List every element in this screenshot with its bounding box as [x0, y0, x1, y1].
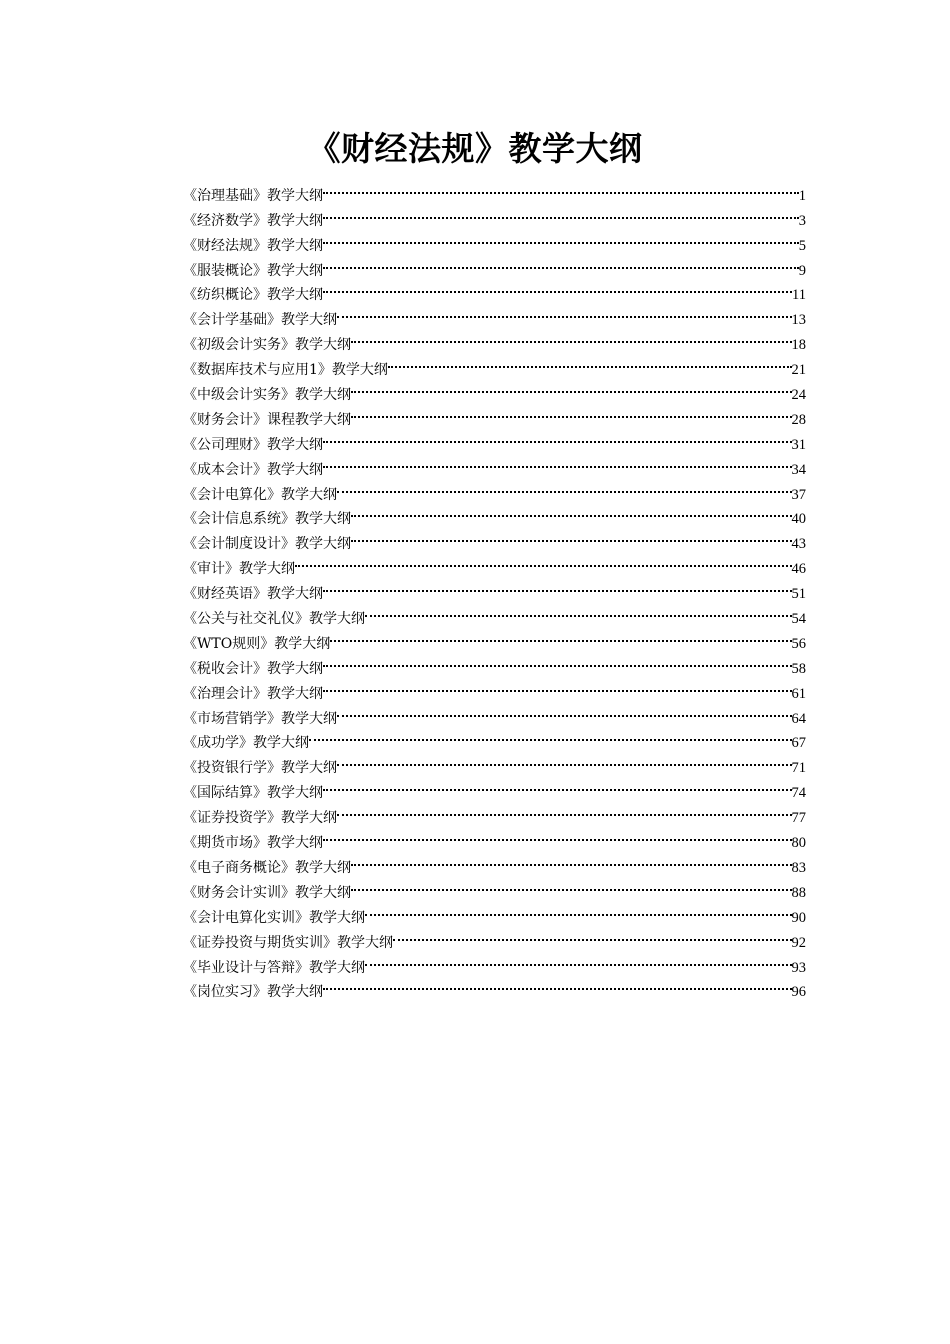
toc-entry-page-number: 40 — [791, 511, 806, 528]
toc-entry-page-number: 93 — [791, 959, 806, 976]
toc-entry-label: 《治理会计》教学大纲 — [183, 685, 323, 702]
toc-entry-page-number: 24 — [791, 387, 806, 404]
toc-dot-leader — [295, 548, 792, 573]
toc-entry-page-number: 43 — [791, 536, 806, 553]
toc-entry-page-number: 88 — [791, 884, 806, 901]
toc-dot-leader — [351, 847, 792, 872]
toc-dot-leader — [323, 250, 799, 275]
toc-entry-label: 《国际结算》教学大纲 — [183, 785, 323, 802]
toc-entry-page-number: 71 — [791, 760, 806, 777]
toc-entry-label: 《初级会计实务》教学大纲 — [183, 337, 351, 354]
toc-dot-leader — [351, 872, 792, 897]
toc-dot-leader — [337, 299, 792, 324]
toc-dot-leader — [323, 200, 799, 225]
toc-dot-leader — [323, 449, 792, 474]
toc-entry-label: 《成功学》教学大纲 — [183, 735, 309, 752]
toc-dot-leader — [388, 349, 792, 374]
toc-dot-leader — [323, 573, 792, 598]
document-title: 《财经法规》教学大纲 — [307, 129, 643, 168]
toc-dot-leader — [337, 797, 792, 822]
toc-entry-label: 《市场营销学》教学大纲 — [183, 710, 337, 727]
toc-entry-page-number: 74 — [791, 785, 806, 802]
toc-dot-leader — [337, 474, 792, 499]
toc-dot-leader — [351, 523, 792, 548]
toc-entry-label: 《投资银行学》教学大纲 — [183, 760, 337, 777]
toc-entry-label: 《会计电算化》教学大纲 — [183, 486, 337, 503]
toc-dot-leader — [351, 499, 792, 524]
toc-entry-label: 《纺织概论》教学大纲 — [183, 287, 323, 304]
toc-dot-leader — [323, 424, 792, 449]
toc-dot-leader — [351, 399, 792, 424]
toc-entry-label: 《治理基础》教学大纲 — [183, 187, 323, 204]
toc-entry-page-number: 64 — [791, 710, 806, 727]
toc-entry-page-number: 46 — [791, 561, 806, 578]
toc-entry-label: 《财经法规》教学大纲 — [183, 237, 323, 254]
toc-dot-leader — [323, 275, 792, 300]
toc-entry-label: 《成本会计》教学大纲 — [183, 461, 323, 478]
toc-dot-leader — [330, 623, 791, 648]
toc-dot-leader — [337, 747, 792, 772]
toc-entry-label: 《数据库技术与应用1》教学大纲 — [183, 362, 388, 379]
toc-dot-leader — [351, 324, 792, 349]
toc-entry-label: 《会计电算化实训》教学大纲 — [183, 909, 365, 926]
toc-entry-label: 《服装概论》教学大纲 — [183, 262, 323, 279]
toc-entry-label: 《WTO规则》教学大纲 — [183, 635, 331, 652]
toc-entry-page-number: 51 — [791, 586, 806, 603]
toc-entry-page-number: 1 — [798, 187, 806, 204]
toc-entry-label: 《岗位实习》教学大纲 — [183, 984, 323, 1001]
toc-dot-leader — [323, 175, 799, 200]
toc-entry-label: 《会计信息系统》教学大纲 — [183, 511, 351, 528]
toc-entry[interactable] — [183, 175, 806, 204]
toc-entry-page-number: 54 — [791, 611, 806, 628]
toc-entry-label: 《经济数学》教学大纲 — [183, 212, 323, 229]
toc-entry-label: 《公司理财》教学大纲 — [183, 436, 323, 453]
toc-dot-leader — [323, 772, 792, 797]
toc-entry-page-number: 34 — [791, 461, 806, 478]
toc-dot-leader — [323, 972, 792, 997]
toc-entry-label: 《证券投资学》教学大纲 — [183, 810, 337, 827]
toc-dot-leader — [393, 922, 792, 947]
toc-entry-page-number: 21 — [791, 362, 806, 379]
toc-entry-label: 《会计制度设计》教学大纲 — [183, 536, 351, 553]
toc-dot-leader — [309, 723, 792, 748]
toc-entry-label: 《证券投资与期货实训》教学大纲 — [183, 934, 393, 951]
table-of-contents — [183, 175, 806, 1001]
toc-dot-leader — [323, 822, 792, 847]
toc-entry-page-number: 92 — [791, 934, 806, 951]
toc-entry-label: 《税收会计》教学大纲 — [183, 660, 323, 677]
toc-entry-page-number: 9 — [798, 262, 806, 279]
toc-entry-page-number: 11 — [792, 287, 806, 304]
toc-dot-leader — [365, 947, 792, 972]
toc-dot-leader — [337, 698, 792, 723]
toc-entry-page-number: 13 — [791, 312, 806, 329]
toc-entry-page-number: 83 — [791, 859, 806, 876]
toc-entry-page-number: 18 — [791, 337, 806, 354]
toc-entry-page-number: 67 — [791, 735, 806, 752]
toc-entry-page-number: 5 — [798, 237, 806, 254]
toc-entry-label: 《财务会计实训》教学大纲 — [183, 884, 351, 901]
toc-dot-leader — [323, 673, 792, 698]
toc-entry-page-number: 61 — [791, 685, 806, 702]
toc-entry-label: 《审计》教学大纲 — [183, 561, 295, 578]
toc-entry-page-number: 56 — [791, 635, 806, 652]
toc-entry-page-number: 37 — [791, 486, 806, 503]
toc-dot-leader — [323, 225, 799, 250]
toc-entry-page-number: 77 — [791, 810, 806, 827]
toc-dot-leader — [351, 374, 792, 399]
toc-dot-leader — [365, 897, 792, 922]
toc-entry-page-number: 96 — [791, 984, 806, 1001]
toc-entry-label: 《会计学基础》教学大纲 — [183, 312, 337, 329]
toc-dot-leader — [365, 598, 792, 623]
toc-entry-page-number: 28 — [791, 411, 806, 428]
toc-entry-page-number: 80 — [791, 835, 806, 852]
toc-dot-leader — [323, 648, 792, 673]
toc-entry-label: 《期货市场》教学大纲 — [183, 835, 323, 852]
toc-entry-page-number: 58 — [791, 660, 806, 677]
toc-entry-label: 《毕业设计与答辩》教学大纲 — [183, 959, 365, 976]
toc-entry-page-number: 3 — [798, 212, 806, 229]
toc-entry-label: 《电子商务概论》教学大纲 — [183, 859, 351, 876]
toc-entry-page-number: 90 — [791, 909, 806, 926]
toc-entry-label: 《财经英语》教学大纲 — [183, 586, 323, 603]
toc-entry-label: 《财务会计》课程教学大纲 — [183, 411, 351, 428]
toc-entry-label: 《中级会计实务》教学大纲 — [183, 387, 351, 404]
toc-entry-label: 《公关与社交礼仪》教学大纲 — [183, 611, 365, 628]
toc-entry-page-number: 31 — [791, 436, 806, 453]
